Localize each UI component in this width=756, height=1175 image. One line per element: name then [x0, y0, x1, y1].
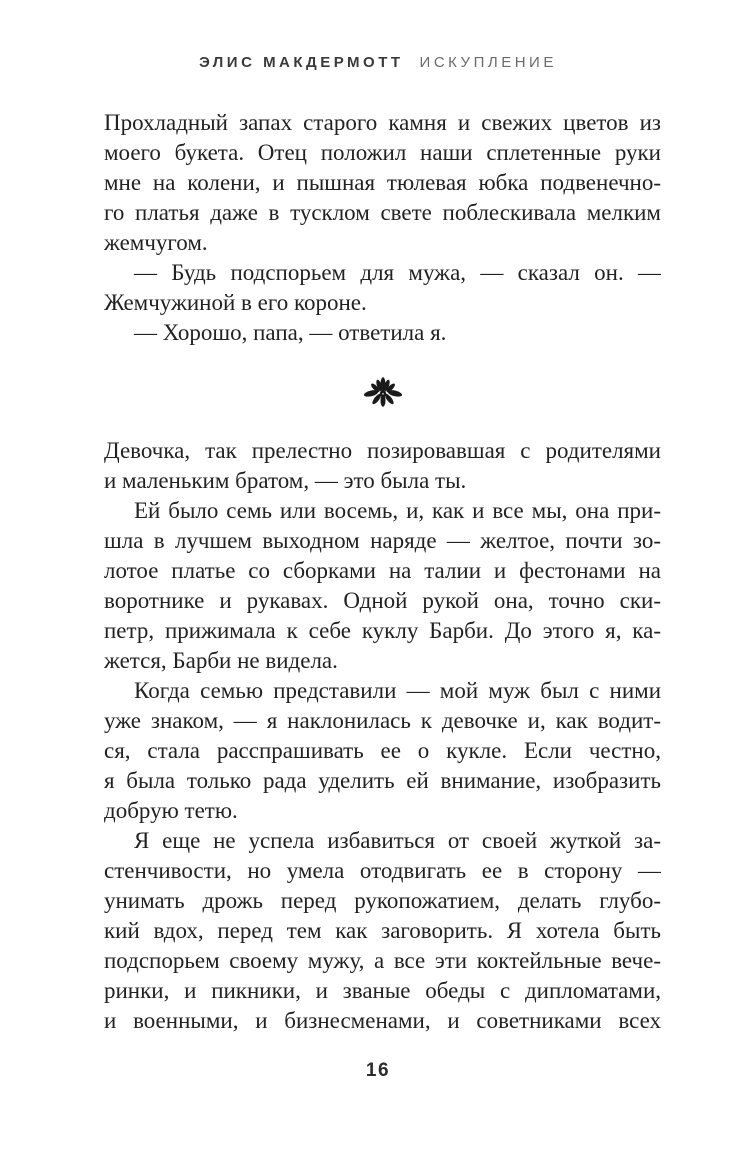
page-number: 16: [365, 1060, 391, 1081]
text-line: уже знаком, — я наклонилась к девочке и, как водит-: [104, 708, 661, 733]
flower-fleuron-icon: [362, 372, 404, 412]
text-line: Когда семью представили — мой муж был с ними: [134, 678, 661, 703]
text-line: Ей было семь или восемь, и, как и все мы, она при-: [134, 498, 661, 523]
header-book-title: ИСКУПЛЕНИЕ: [419, 54, 557, 71]
paragraph: [104, 318, 661, 348]
text-line: лотое платье со сборками на талии и фестонами на: [104, 558, 661, 583]
text-line: кий вдох, перед тем как заговорить. Я хотела быть: [104, 918, 661, 943]
text-line: — Хорошо, папа, — ответила я.: [134, 320, 447, 345]
paragraph: [104, 676, 661, 826]
paragraph: [104, 258, 661, 318]
text-line: я была только рада уделить ей внимание, изобразить: [104, 768, 661, 793]
text-line: и маленьким братом, — это была ты.: [104, 468, 467, 493]
text-line: Прохладный запах старого камня и свежих цветов из: [104, 110, 661, 135]
text-line: ринки, и пикники, и званые обеды с дипломатами,: [104, 978, 661, 1003]
text-line: Жемчужиной в его короне.: [104, 290, 367, 315]
running-header: [0, 54, 756, 72]
text-line: го платья даже в тусклом свете поблескивала мелким: [104, 200, 661, 225]
text-line: шла в лучшем выходном наряде — желтое, почти зо-: [104, 528, 661, 553]
text-line: воротнике и рукавах. Одной рукой она, точно ски-: [104, 588, 661, 613]
text-line: — Будь подспорьем для мужа, — сказал он. —: [134, 260, 661, 285]
paragraph: [104, 496, 661, 676]
text-line: ся, стала расспрашивать ее о кукле. Если честно,: [104, 738, 661, 763]
header-author: ЭЛИС МАКДЕРМОТТ: [199, 54, 404, 71]
page-text: [104, 108, 661, 1036]
text-line: стенчивости, но умела отодвигать ее в сторону —: [104, 858, 661, 883]
text-line: и военными, и бизнесменами, и советниками всех: [104, 1008, 661, 1033]
section-divider: [104, 348, 661, 436]
page-footer: [0, 1060, 756, 1082]
text-line: унимать дрожь перед рукопожатием, делать глубо-: [104, 888, 661, 913]
text-line: подспорьем своему мужу, а все эти коктейльные вече-: [104, 948, 661, 973]
paragraph: [104, 826, 661, 1036]
text-line: Девочка, так прелестно позировавшая с родителями: [104, 438, 661, 463]
text-line: жемчугом.: [104, 230, 208, 255]
text-line: Я еще не успела избавиться от своей жуткой за-: [134, 828, 661, 853]
text-line: моего букета. Отец положил наши сплетенные руки: [104, 140, 661, 165]
text-line: мне на колени, и пышная тюлевая юбка подвенечно-: [104, 170, 661, 195]
text-line: жется, Барби не видела.: [104, 648, 338, 673]
paragraph: [104, 108, 661, 258]
text-line: добрую тетю.: [104, 798, 238, 823]
text-line: петр, прижимала к себе куклу Барби. До этого я, ка-: [104, 618, 661, 643]
paragraph: [104, 436, 661, 496]
